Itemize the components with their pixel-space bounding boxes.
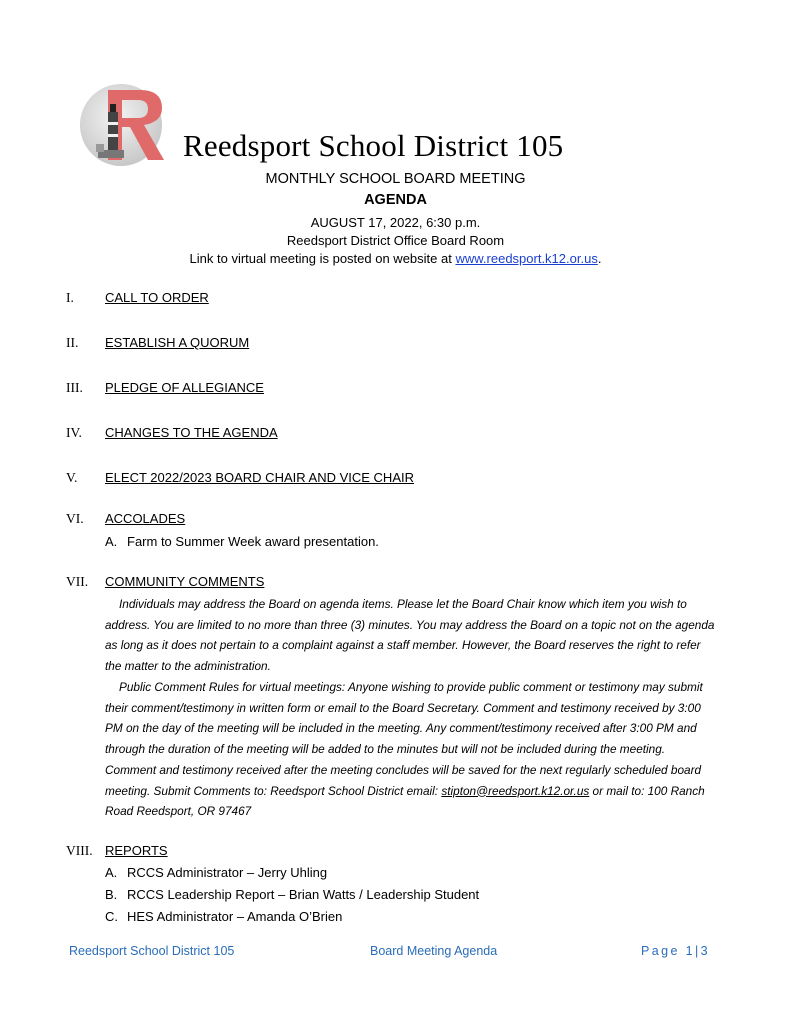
- subitem-letter: A.: [105, 865, 118, 880]
- footer-district-name: Reedsport School District 105: [69, 944, 235, 958]
- website-link[interactable]: www.reedsport.k12.or.us: [455, 251, 598, 266]
- virtual-link-line: [0, 251, 791, 266]
- agenda-subitem: [105, 909, 342, 924]
- secretary-email-link[interactable]: stipton@reedsport.k12.or.us: [441, 783, 590, 798]
- section-number: III.: [66, 380, 83, 395]
- virtual-rules-paragraph: [105, 677, 717, 822]
- virtual-link-prefix: Link to virtual meeting is posted on website at: [189, 251, 456, 266]
- agenda-subitem: [105, 865, 327, 880]
- meeting-title: MONTHLY SCHOOL BOARD MEETING: [265, 171, 526, 187]
- section-number: V.: [66, 470, 78, 485]
- comments-paragraph-text: Individuals may address the Board on agenda items. Please let the Board Chair know which item you wish to address. You are limited to no more than three (3) minutes. You may address the Board on a topic not on the agenda as long as it does not pertain to a complaint against a staff member. However, the Board reserves the right to refer the matter to the administration.: [105, 597, 715, 674]
- section-title: ELECT 2022/2023 BOARD CHAIR AND VICE CHAIR: [105, 470, 414, 485]
- meeting-date-time: AUGUST 17, 2022, 6:30 p.m.: [310, 215, 481, 230]
- meeting-location: Reedsport District Office Board Room: [286, 233, 505, 248]
- document-type: AGENDA: [364, 192, 427, 208]
- subitem-letter: B.: [105, 887, 118, 902]
- virtual-rules-text: Public Comment Rules for virtual meetings: Anyone wishing to provide public comment or testimony may submit their comment/testimony in written form or email to the Board Secretary. Comment and testimony received by 3:00 PM on the day of the meeting will be included in the meeting. Any comment/testimony received after 3:00 PM and through the duration of the meeting will be added to the minutes but will not be included during the meeting. Comment and testimony received after the meeting concludes will be saved for the next regularly scheduled board meeting. Submit Comments to: Reedsport School District email:: [105, 680, 703, 798]
- subitem-text: RCCS Leadership Report – Brian Watts / Leadership Student: [127, 887, 480, 902]
- virtual-link-suffix: .: [597, 251, 602, 266]
- subitem-letter: A.: [105, 534, 118, 549]
- section-title: CALL TO ORDER: [105, 290, 209, 305]
- comments-paragraph: [105, 594, 717, 677]
- subitem-text: RCCS Administrator – Jerry Uhling: [127, 865, 328, 880]
- footer-document-title: Board Meeting Agenda: [370, 944, 498, 958]
- section-number: I.: [66, 290, 74, 305]
- mail-address-text: or mail to: 100 Ranch Road Reedsport, OR 97467: [105, 783, 705, 819]
- subitem-text: Farm to Summer Week award presentation.: [127, 534, 379, 549]
- lighthouse-r-logo-icon: [78, 82, 170, 168]
- section-title: COMMUNITY COMMENTS: [105, 574, 265, 589]
- footer-page-number: Page 1|3: [641, 944, 711, 958]
- section-number: VII.: [66, 574, 89, 589]
- section-title: PLEDGE OF ALLEGIANCE: [105, 380, 264, 395]
- section-title: REPORTS: [105, 843, 168, 858]
- section-number: VIII.: [66, 843, 93, 858]
- subitem-letter: C.: [105, 909, 118, 924]
- section-number: IV.: [66, 425, 82, 440]
- section-title: ACCOLADES: [105, 511, 186, 526]
- section-number: II.: [66, 335, 79, 350]
- district-logo: [78, 82, 170, 168]
- subitem-text: HES Administrator – Amanda O’Brien: [127, 909, 343, 924]
- district-name: Reedsport School District 105: [183, 128, 564, 163]
- section-title: ESTABLISH A QUORUM: [105, 335, 250, 350]
- agenda-subitem: [105, 534, 379, 549]
- section-number: VI.: [66, 511, 84, 526]
- section-title: CHANGES TO THE AGENDA: [105, 425, 278, 440]
- agenda-subitem: [105, 887, 479, 902]
